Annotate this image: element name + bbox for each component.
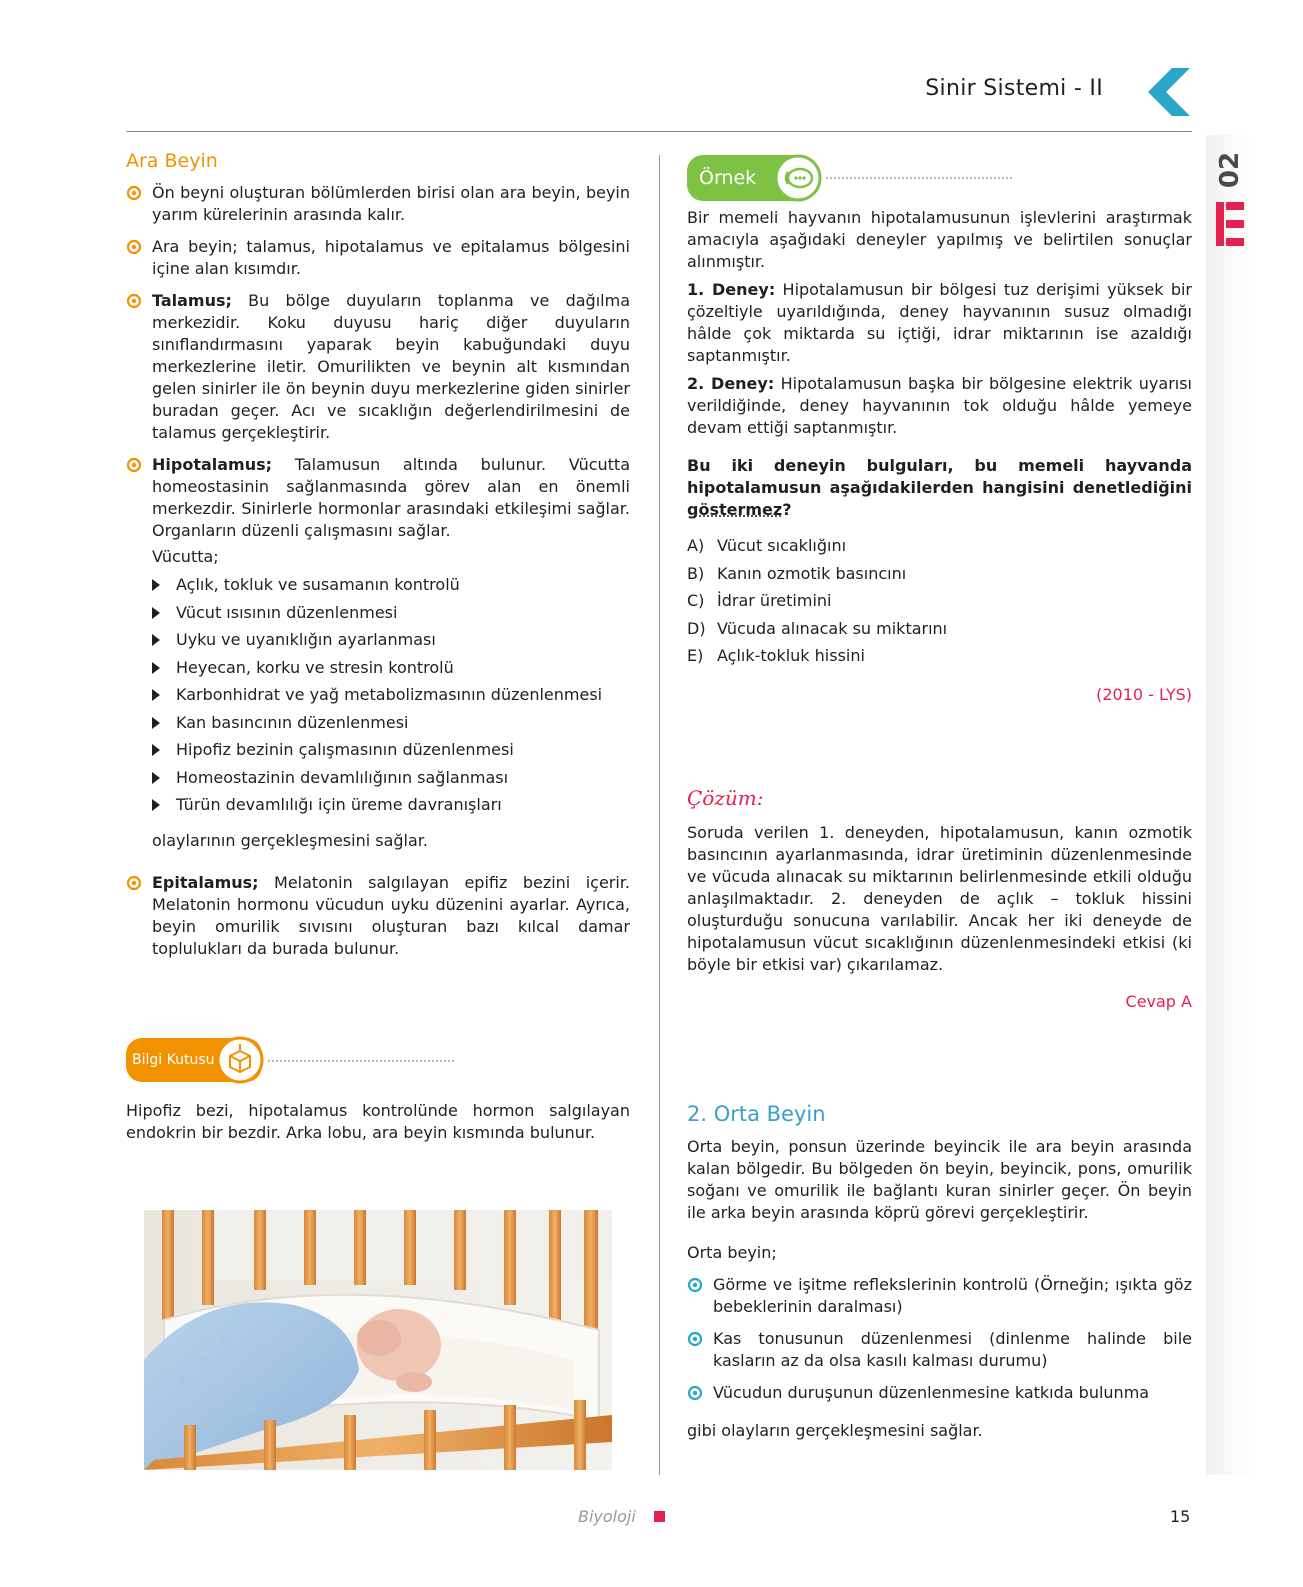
column-divider xyxy=(659,155,660,1475)
triangle-bullet-icon xyxy=(152,579,168,591)
option-text: Vücut sıcaklığını xyxy=(717,536,847,555)
triangle-bullet-icon xyxy=(152,689,168,701)
bilgi-kutusu-label: Bilgi Kutusu xyxy=(132,1052,215,1068)
functions-end: olaylarının gerçekleşmesini sağlar. xyxy=(152,830,428,850)
deney-1-term: 1. Deney: xyxy=(687,280,776,299)
talamus-text: Bu bölge duyuların toplanma ve dağılma merkezidir. Koku duyusu hariç diğer duyuların sınıflandırmasını yaparak beyin kabuğundaki duyu merkezlerine iletir. Omurilikten ve beynin alt kısmından gelen sinirler ile ön beynin duyu merkezlerine giden sinirler buradan geçer. Acı ve sıcaklığın değerlendirilmesini de talamus gerçekleştirir. xyxy=(152,291,630,442)
orta-beyin-label: Orta beyin; xyxy=(687,1243,777,1262)
bullet-ring-icon xyxy=(126,293,142,309)
list-item xyxy=(152,574,630,602)
section-title-ara-beyin: Ara Beyin xyxy=(126,150,218,172)
bullet-item xyxy=(687,1328,1192,1372)
option-text: Vücuda alınacak su miktarını xyxy=(717,618,948,638)
speech-bubble-icon xyxy=(774,154,822,202)
bullet-item xyxy=(126,290,630,444)
cozum-block xyxy=(687,822,1192,1011)
right-column xyxy=(687,207,1192,704)
orta-beyin-end: gibi olayların gerçekleşmesini sağlar. xyxy=(687,1421,983,1440)
bullet-text: Ön beyni oluşturan bölümlerden birisi olan ara beyin, beyin yarım kürelerinin arasında kalır. xyxy=(152,183,630,224)
question-source: (2010 - LYS) xyxy=(1096,684,1192,704)
option-text: İdrar üretimini xyxy=(717,591,832,610)
bullet-item xyxy=(126,872,630,960)
bilgi-kutusu-text: Hipofiz bezi, hipotalamus kontrolünde hormon salgılayan endokrin bir bezdir. Arka lobu, ara beyin kısmında bulunur. xyxy=(126,1101,630,1142)
ara-beyin-bullets xyxy=(126,182,630,542)
bullet-text: Ara beyin; talamus, hipotalamus ve epitalamus bölgesini içine alan kısımdır. xyxy=(152,237,630,278)
bullet-ring-icon xyxy=(687,1331,703,1347)
bullet-ring-icon xyxy=(126,457,142,473)
epitalamus-block xyxy=(126,872,630,970)
epitalamus-text: Melatonin salgılayan epifiz bezini içerir. Melatonin hormonu vücudun uyku düzenini ayarlar. Ayrıca, beyin omurilik sıvısını oluşturan bazı kılcal damar toplulukları da burada bulunur. xyxy=(152,873,630,958)
chevron-left-icon xyxy=(1148,68,1192,116)
option-text: Kanın ozmotik basıncını xyxy=(717,563,907,583)
function-text: Vücut ısısının düzenlenmesi xyxy=(176,602,398,622)
deney-2 xyxy=(687,373,1192,439)
triangle-bullet-icon xyxy=(152,607,168,619)
dotted-leader xyxy=(826,177,1012,179)
bullet-item xyxy=(687,1382,1192,1404)
term-talamus: Talamus; xyxy=(152,291,232,310)
option-d[interactable] xyxy=(687,618,1192,646)
triangle-bullet-icon xyxy=(152,662,168,674)
bullet-text: Kas tonusunun düzenlenmesi (dinlenme halinde bile kasların az da olsa kasılı kalması durumu) xyxy=(713,1329,1192,1370)
option-text: Açlık-tokluk hissini xyxy=(717,646,865,665)
question-text: Bu iki deneyin bulguları, bu memeli hayvanda hipotalamusun aşağıdakilerden hangisini denetlediğini xyxy=(687,456,1192,497)
triangle-bullet-icon xyxy=(152,744,168,756)
bullet-ring-icon xyxy=(687,1277,703,1293)
unit-number: 02 xyxy=(1215,151,1245,189)
option-letter: E) xyxy=(687,646,704,665)
question-emphasis: göstermez xyxy=(687,500,783,519)
list-item xyxy=(152,739,630,767)
cozum-text: Soruda verilen 1. deneyden, hipotalamusun, kanın ozmotik basıncının ayarlanmasında, idrar üretiminin düzenlenmesinde ve vücuda alınacak su miktarının belirlenmesinde etkili olduğu anlaşılmaktadır. 2. deneyden de açlık – tokluk hissini oluşturduğu sonucuna varılabilir. Ancak her iki deneyde de hipotalamusun vücut sıcaklığının düzenlenmesindeki etkisi (ki böyle bir etkisi var) çıkarılamaz. xyxy=(687,823,1192,974)
page-number: 15 xyxy=(1170,1507,1191,1526)
list-item xyxy=(152,767,630,795)
function-text: Karbonhidrat ve yağ metabolizmasının düzenlenmesi xyxy=(176,685,603,704)
function-text: Açlık, tokluk ve susamanın kontrolü xyxy=(176,575,460,594)
bullet-item xyxy=(126,454,630,542)
list-item xyxy=(152,794,630,822)
bullet-item xyxy=(687,1274,1192,1318)
dotted-leader xyxy=(268,1060,454,1062)
answer: Cevap A xyxy=(1125,992,1192,1011)
function-text: Kan basıncının düzenlenmesi xyxy=(176,712,409,732)
side-strip xyxy=(1206,135,1254,1475)
question xyxy=(687,455,1192,521)
bullet-ring-icon xyxy=(126,239,142,255)
footer-square xyxy=(654,1511,665,1522)
triangle-bullet-icon xyxy=(152,799,168,811)
header-rule xyxy=(126,131,1192,132)
term-hipotalamus: Hipotalamus; xyxy=(152,455,273,474)
function-text: Heyecan, korku ve stresin kontrolü xyxy=(176,657,454,677)
left-column xyxy=(126,150,630,852)
triangle-bullet-icon xyxy=(152,634,168,646)
deney-1 xyxy=(687,279,1192,367)
function-text: Uyku ve uyanıklığın ayarlanması xyxy=(176,630,436,649)
unit-logo-icon xyxy=(1214,200,1246,248)
bullet-text xyxy=(152,290,630,444)
list-item xyxy=(152,684,630,712)
bullet-item xyxy=(126,236,630,280)
hipotalamus-text: Talamusun altında bulunur. Vücutta homeostasinin sağlanmasında görev alan en önemli merkezdir. Sinirlerle hormonlar arasındaki etkileşimi sağlar. Organların düzenli çalışmasını sağlar. xyxy=(152,455,630,540)
option-c[interactable] xyxy=(687,590,1192,618)
option-letter: D) xyxy=(687,618,706,638)
deney-2-text: Hipotalamusun başka bir bölgesine elektrik uyarısı verildiğinde, deney hayvanının tok olduğu hâlde yemeye devam ettiği saptanmıştır. xyxy=(687,374,1193,437)
baby-in-crib-photo xyxy=(144,1210,612,1470)
bullet-ring-icon xyxy=(126,875,142,891)
option-e[interactable] xyxy=(687,645,1192,673)
term-epitalamus: Epitalamus; xyxy=(152,873,259,892)
question-mark: ? xyxy=(782,500,792,519)
list-item xyxy=(152,712,630,740)
bullet-text: Görme ve işitme reflekslerinin kontrolü (Örneğin; ışıkta göz bebeklerinin daralması) xyxy=(713,1275,1192,1316)
orta-beyin-section xyxy=(687,1102,1192,1442)
option-letter: C) xyxy=(687,591,705,610)
function-text: Türün devamlılığı için üreme davranışları xyxy=(176,795,502,814)
deney-2-term: 2. Deney: xyxy=(687,374,775,393)
box-icon xyxy=(216,1036,264,1084)
option-a[interactable] xyxy=(687,535,1192,563)
hipotalamus-functions xyxy=(152,574,630,822)
bullet-text xyxy=(152,872,630,960)
list-item xyxy=(152,602,630,630)
vucutta-label: Vücutta; xyxy=(152,547,219,566)
option-letter: B) xyxy=(687,563,705,583)
bullet-text: Vücudun duruşunun düzenlenmesine katkıda bulunma xyxy=(713,1383,1150,1402)
footer-subject: Biyoloji xyxy=(578,1507,636,1526)
orta-beyin-text: Orta beyin, ponsun üzerinde beyincik ile ara beyin arasında kalan bölgedir. Bu bölgeden ön beyin, beyincik, pons, omurilik soğanı ve omurilik ile bağlantı kuran sinirler geçer. Ön beyin ile arka beyin arasında köprü görevi gerçekleştirir. xyxy=(687,1137,1192,1222)
ornek-label: Örnek xyxy=(699,167,757,189)
bullet-ring-icon xyxy=(126,185,142,201)
chapter-title: Sinir Sistemi - II xyxy=(925,76,1103,101)
list-item xyxy=(152,629,630,657)
cozum-label: Çözüm: xyxy=(687,786,764,810)
function-text: Hipofiz bezinin çalışmasının düzenlenmesi xyxy=(176,740,514,759)
option-b[interactable] xyxy=(687,563,1192,591)
list-item xyxy=(152,657,630,685)
triangle-bullet-icon xyxy=(152,717,168,729)
ornek-intro: Bir memeli hayvanın hipotalamusunun işlevlerini araştırmak amacıyla aşağıdaki deneyler yapılmış ve belirtilen sonuçlar alınmıştır. xyxy=(687,208,1192,271)
section-title-orta-beyin: 2. Orta Beyin xyxy=(687,1102,826,1126)
bullet-ring-icon xyxy=(687,1385,703,1401)
bullet-item xyxy=(126,182,630,226)
option-letter: A) xyxy=(687,536,705,555)
bullet-text xyxy=(152,454,630,542)
function-text: Homeostazinin devamlılığının sağlanması xyxy=(176,767,509,787)
deney-1-text: Hipotalamusun bir bölgesi tuz derişimi yüksek bir çözeltiyle uyarıldığında, deney hayvanının susuz olmadığı hâlde çok miktarda su içtiği, idrar miktarının ise azaldığı saptanmıştır. xyxy=(687,280,1192,365)
triangle-bullet-icon xyxy=(152,772,168,784)
